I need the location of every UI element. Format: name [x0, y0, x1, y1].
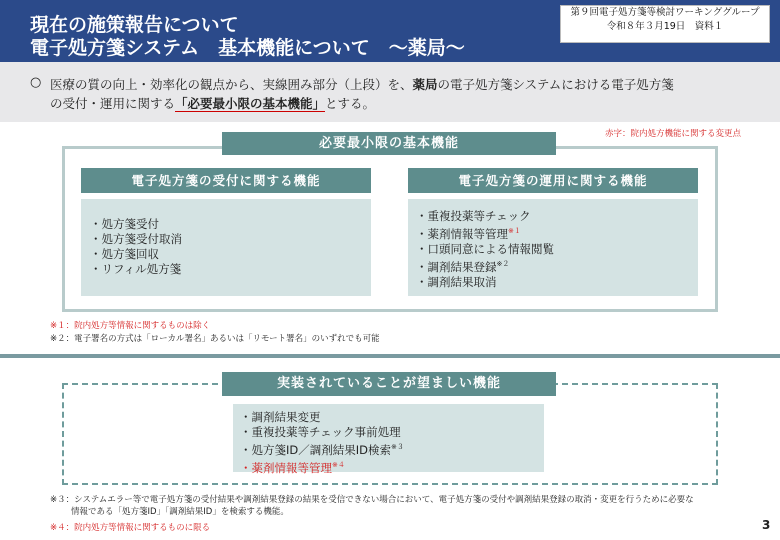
list-item: ・処方箋受付取消 [90, 232, 182, 246]
meeting-info-box [560, 5, 770, 43]
list-item: ・処方箋受付 [90, 217, 159, 231]
reception-functions-title: 電子処方箋の受付に関する機能 [81, 168, 371, 193]
document-date: 令和８年３月19日 資料１ [606, 21, 724, 32]
footnote-3: ※３：システムエラー等で電子処方箋の受付結果や調剤結果登録の結果を受信できない場合において、電子処方箋の受付や調剤結果登録の取消・変更を行うために必要な [50, 495, 694, 505]
footnote-2: ※２：電子署名の方式は「ローカル署名」あるいは「リモート署名」のいずれでも可能 [50, 334, 380, 344]
meeting-name: 第９回電子処方箋等検討ワーキンググループ [570, 7, 760, 18]
reception-functions-list [90, 217, 182, 277]
list-item-text: ・口頭同意による情報閲覧 [416, 241, 554, 256]
intro-bullet: ○ [30, 75, 42, 90]
list-item: ・処方箋回収 [90, 247, 159, 261]
intro-section [0, 62, 780, 122]
operation-functions-title: 電子処方箋の運用に関する機能 [408, 168, 698, 193]
operation-functions-list [416, 209, 554, 290]
minimum-functions-title: 必要最小限の基本機能 [222, 132, 556, 155]
page-number: 3 [762, 518, 771, 532]
list-item-text: ・処方箋ID／調剤結果ID検索 [240, 442, 391, 457]
desirable-functions-title: 実装されていることが望ましい機能 [222, 372, 556, 396]
intro-text: の受付・運用に関する [50, 96, 176, 111]
list-item [240, 425, 404, 440]
list-item: ・リフィル処方箋 [90, 262, 182, 276]
list-item-text: ・薬剤情報等管理 [416, 226, 508, 241]
list-item [240, 458, 404, 476]
list-item-text: ・調剤結果変更 [240, 410, 321, 424]
list-item [416, 275, 554, 290]
footnote-ref: ※２ [496, 259, 510, 268]
list-item [416, 257, 554, 275]
footnote-4: ※４：院内処方等情報に関するものに限る [50, 523, 211, 533]
footnote-1: ※１：院内処方等情報に関するものは除く [50, 321, 211, 331]
list-item-text: ・調剤結果取消 [416, 274, 497, 289]
intro-text: 医療の質の向上・効率化の観点から、実線囲み部分（上段）を、 [50, 77, 413, 92]
footnote-3-continued: 情報である「処方箋ID」「調剤結果ID」を検索する機能。 [71, 507, 289, 517]
section-divider [0, 354, 780, 358]
list-item [240, 440, 404, 458]
list-item-text: ・薬剤情報等管理 [240, 460, 332, 475]
intro-line-1 [50, 75, 674, 93]
list-item-text: ・重複投薬等チェック事前処理 [240, 425, 401, 439]
footnote-ref: ※４ [332, 460, 345, 469]
intro-emphasis-pharmacy: 薬局 [412, 77, 438, 92]
footnote-ref: ※３ [391, 443, 404, 451]
intro-line-2 [50, 94, 375, 112]
page-title-line2: 電子処方箋システム 基本機能について ～薬局～ [30, 37, 465, 59]
list-item [416, 224, 554, 242]
list-item [240, 410, 404, 425]
list-item [416, 242, 554, 257]
list-item-text: ・調剤結果登録 [416, 259, 497, 274]
footnote-ref: ※１ [508, 227, 521, 235]
intro-emphasis-minimum: 「必要最小限の基本機能」 [175, 96, 326, 111]
red-text-legend: 赤字：院内処方機能に関する変更点 [605, 129, 742, 139]
list-item [416, 209, 554, 224]
intro-text: の電子処方箋システムにおける電子処方箋 [437, 77, 674, 92]
intro-text: とする。 [325, 96, 376, 111]
page-title-line1: 現在の施策報告について [30, 14, 239, 36]
list-item-text: ・重複投薬等チェック [416, 209, 531, 223]
header-bar [0, 0, 780, 62]
desirable-functions-list [240, 410, 404, 476]
